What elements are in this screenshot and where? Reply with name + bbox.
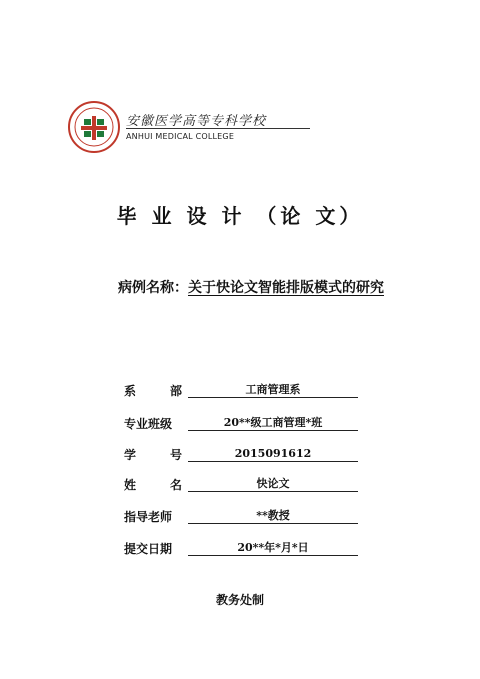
field-label: 系 部 — [124, 384, 182, 398]
college-name-en: ANHUI MEDICAL COLLEGE — [126, 132, 235, 141]
field-value: 20**年*月*日 — [188, 540, 358, 556]
field-label: 指导老师 — [124, 510, 173, 524]
college-divider — [126, 128, 310, 129]
field-student-id — [124, 446, 364, 464]
field-label: 专业班级 — [124, 417, 173, 431]
college-seal-logo — [68, 101, 120, 153]
field-department — [124, 382, 364, 400]
field-label: 姓 名 — [124, 478, 182, 492]
field-value: 20**级工商管理*班 — [188, 415, 358, 431]
field-value: 2015091612 — [188, 446, 358, 462]
field-advisor — [124, 508, 364, 526]
issuing-office: 教务处制 — [215, 593, 264, 607]
case-value: 关于快论文智能排版模式的研究 — [188, 280, 384, 296]
college-header — [68, 101, 278, 157]
field-value: 工商管理系 — [188, 382, 358, 398]
case-name-line — [118, 277, 384, 297]
field-submit-date — [124, 540, 364, 558]
document-title: 毕 业 设 计 （论 文） — [116, 204, 364, 228]
field-label: 学 号 — [124, 448, 182, 462]
field-value: **教授 — [188, 508, 358, 524]
college-name-cn: 安徽医学高等专科学校 — [126, 114, 267, 129]
field-class — [124, 415, 364, 433]
field-name — [124, 476, 364, 494]
case-label: 病例名称： — [118, 280, 188, 296]
field-label: 提交日期 — [124, 542, 173, 556]
field-value: 快论文 — [188, 476, 358, 492]
